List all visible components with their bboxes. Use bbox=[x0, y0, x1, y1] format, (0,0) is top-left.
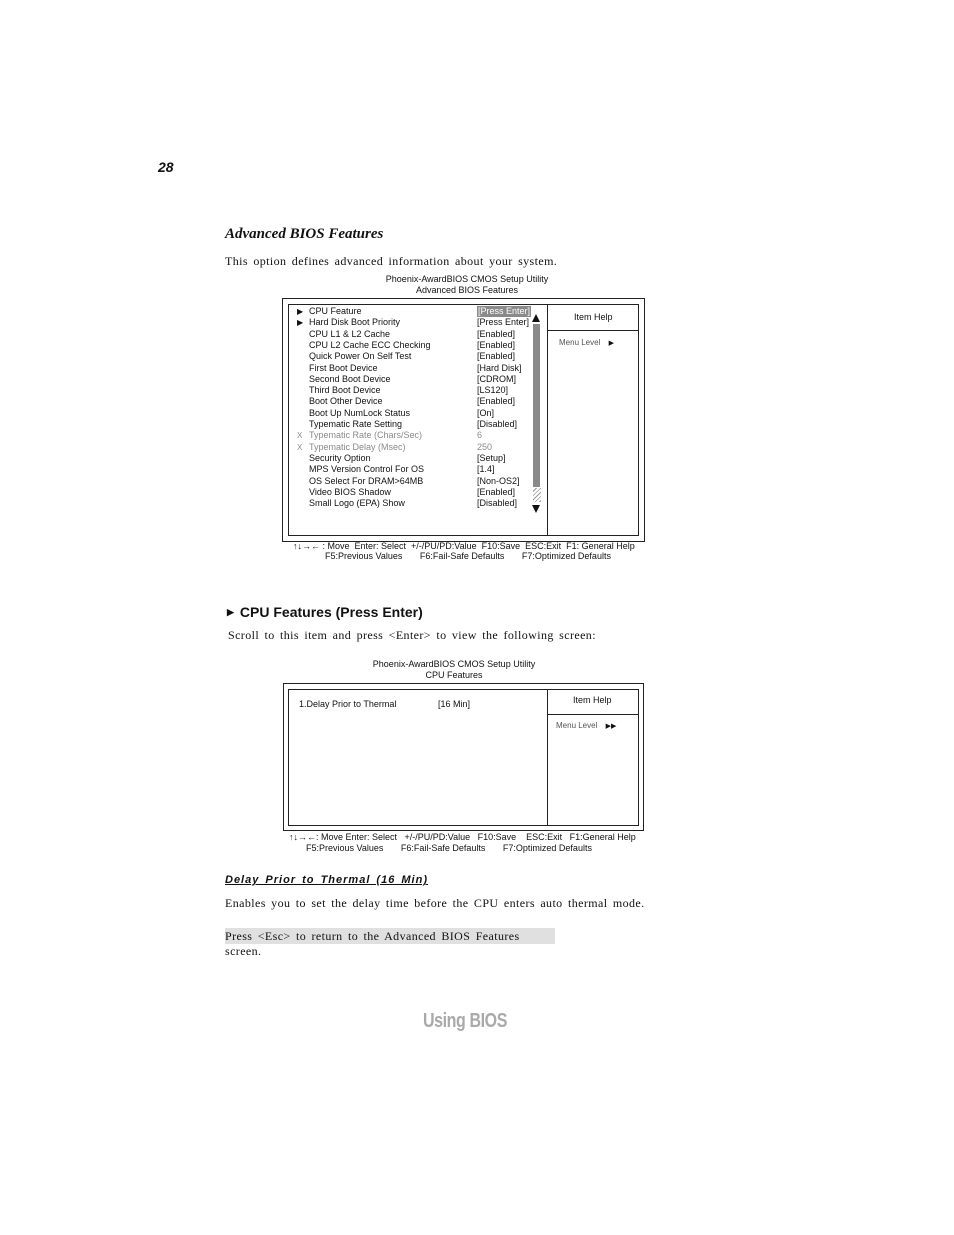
bios1-screen-title: Advanced BIOS Features bbox=[415, 285, 519, 295]
bios2-menu-level bbox=[556, 721, 616, 730]
submenu-arrow-icon: ▶ bbox=[297, 318, 304, 328]
submenu-arrow-icon: ▶ bbox=[297, 307, 304, 316]
item-description: Enables you to set the delay time before the CPU enters auto thermal mode. bbox=[225, 896, 645, 910]
esc-note-box bbox=[225, 928, 555, 958]
scrollbar-track[interactable] bbox=[533, 324, 540, 487]
bios1-item-value[interactable]: [Enabled] bbox=[477, 328, 516, 339]
bios2-item-value[interactable]: [16 Min] bbox=[438, 699, 471, 709]
triangle-right-icon: ▶ bbox=[227, 607, 234, 617]
bios1-item-label: Small Logo (EPA) Show bbox=[309, 498, 405, 509]
bios1-help-divider bbox=[548, 330, 638, 331]
bios1-item-value[interactable]: [Disabled] bbox=[477, 498, 518, 509]
bios1-item-value[interactable]: [Press Enter] bbox=[478, 306, 531, 316]
bios1-item-value[interactable]: [Hard Disk] bbox=[477, 362, 522, 373]
bios2-window bbox=[283, 683, 644, 831]
bios1-item-label: Hard Disk Boot Priority bbox=[309, 317, 401, 328]
bios1-item-value[interactable]: [Press Enter] bbox=[477, 317, 530, 328]
bios1-item-value[interactable]: [Enabled] bbox=[477, 486, 516, 497]
bios1-menu-level-label: Menu Level bbox=[559, 338, 601, 347]
esc-note: Press <Esc> to return to the Advanced BIOS Features screen. bbox=[225, 929, 520, 958]
bios1-item-value[interactable]: [LS120] bbox=[477, 385, 509, 396]
bios1-item-label: Typematic Rate Setting bbox=[309, 419, 403, 429]
subsection-title-text: CPU Features (Press Enter) bbox=[239, 604, 423, 620]
bios1-item-label: Typematic Rate (Chars/Sec) bbox=[309, 430, 423, 441]
bios1-item-label: Security Option bbox=[309, 452, 371, 463]
bios1-item-value[interactable]: [Setup] bbox=[477, 452, 506, 463]
page-number: 28 bbox=[158, 159, 174, 175]
section-title: Advanced BIOS Features bbox=[225, 226, 384, 242]
bios2-keys-line2: F5:Previous Values F6:Fail-Safe Defaults F7:Optimized Defaults bbox=[306, 843, 592, 853]
bios2-item-label: 1.Delay Prior to Thermal bbox=[299, 699, 397, 709]
bios1-item-label: Typematic Delay (Msec) bbox=[309, 441, 406, 452]
bios1-item-label: CPU Feature bbox=[309, 306, 362, 316]
bios1-item-value[interactable]: [Enabled] bbox=[477, 351, 516, 362]
bios1-item-label: Second Boot Device bbox=[309, 373, 391, 384]
bios2-item-row[interactable] bbox=[299, 699, 471, 710]
bios1-keys-line2: F5:Previous Values F6:Fail-Safe Defaults F7:Optimized Defaults bbox=[325, 551, 611, 561]
bios2-help-divider bbox=[548, 714, 638, 715]
bios1-divider bbox=[547, 305, 548, 535]
bios2-keys-line1: ↑↓→←: Move Enter: Select +/-/PU/PD:Value F10:Save ESC:Exit F1:General Help bbox=[289, 832, 636, 842]
disabled-x-icon: X bbox=[297, 431, 303, 441]
bios1-window bbox=[282, 298, 645, 542]
bios1-header bbox=[317, 274, 617, 296]
bios1-item-label: Boot Other Device bbox=[309, 396, 383, 407]
bios1-menu-level bbox=[559, 338, 614, 347]
scroll-instruction: Scroll to this item and press <Enter> to view the following screen: bbox=[228, 628, 596, 642]
footer-title: Using BIOS bbox=[422, 1010, 507, 1032]
bios2-menu-level-label: Menu Level bbox=[556, 721, 598, 730]
bios2-divider bbox=[547, 690, 548, 825]
bios1-item-label: First Boot Device bbox=[309, 362, 378, 373]
bios1-item-label: OS Select For DRAM>64MB bbox=[309, 475, 424, 486]
bios1-item-label: Video BIOS Shadow bbox=[309, 486, 391, 497]
bios2-item-help: Item Help bbox=[573, 695, 612, 705]
bios1-item-label: Third Boot Device bbox=[309, 385, 381, 396]
bios1-utility-name: Phoenix-AwardBIOS CMOS Setup Utility bbox=[385, 274, 549, 284]
bios1-item-value[interactable]: [1.4] bbox=[477, 464, 495, 475]
bios1-item-label: MPS Version Control For OS bbox=[309, 464, 425, 475]
bios2-header bbox=[304, 659, 604, 681]
bios1-item-value[interactable]: [CDROM] bbox=[477, 373, 516, 384]
scroll-down-icon[interactable] bbox=[532, 505, 540, 513]
bios1-item-value[interactable]: [Enabled] bbox=[477, 339, 516, 350]
intro-text: This option defines advanced information about your system. bbox=[225, 254, 558, 268]
bios1-keys-line1: ↑↓→← : Move Enter: Select +/-/PU/PD:Value F10:Save ESC:Exit F1: General Help bbox=[293, 541, 635, 551]
menu-level-arrow-icon: ▶ bbox=[608, 340, 614, 347]
item-heading: Delay Prior to Thermal (16 Min) bbox=[225, 874, 428, 886]
bios1-item-value[interactable]: 250 bbox=[477, 441, 493, 452]
bios1-item-value[interactable]: 6 bbox=[477, 430, 483, 441]
scrollbar-hatch bbox=[533, 488, 541, 502]
subsection-title bbox=[227, 604, 423, 620]
bios1-item-value[interactable]: [Non-OS2] bbox=[477, 475, 520, 486]
bios2-utility-name: Phoenix-AwardBIOS CMOS Setup Utility bbox=[372, 659, 536, 669]
bios1-item-label: CPU L2 Cache ECC Checking bbox=[309, 339, 431, 350]
bios1-item-label: CPU L1 & L2 Cache bbox=[309, 328, 391, 339]
scroll-up-icon[interactable] bbox=[532, 314, 540, 322]
menu-level-double-arrow-icon: ▶▶ bbox=[605, 723, 617, 730]
disabled-x-icon: X bbox=[297, 442, 303, 452]
bios1-item-value[interactable]: [Enabled] bbox=[477, 396, 516, 407]
bios1-item-help: Item Help bbox=[574, 312, 613, 322]
bios1-item-value[interactable]: [Disabled] bbox=[477, 419, 518, 429]
bios1-item-label: Quick Power On Self Test bbox=[309, 351, 412, 362]
bios1-item-label: Boot Up NumLock Status bbox=[309, 407, 411, 418]
bios2-screen-title: CPU Features bbox=[425, 670, 483, 680]
bios1-item-value[interactable]: [On] bbox=[477, 407, 495, 418]
